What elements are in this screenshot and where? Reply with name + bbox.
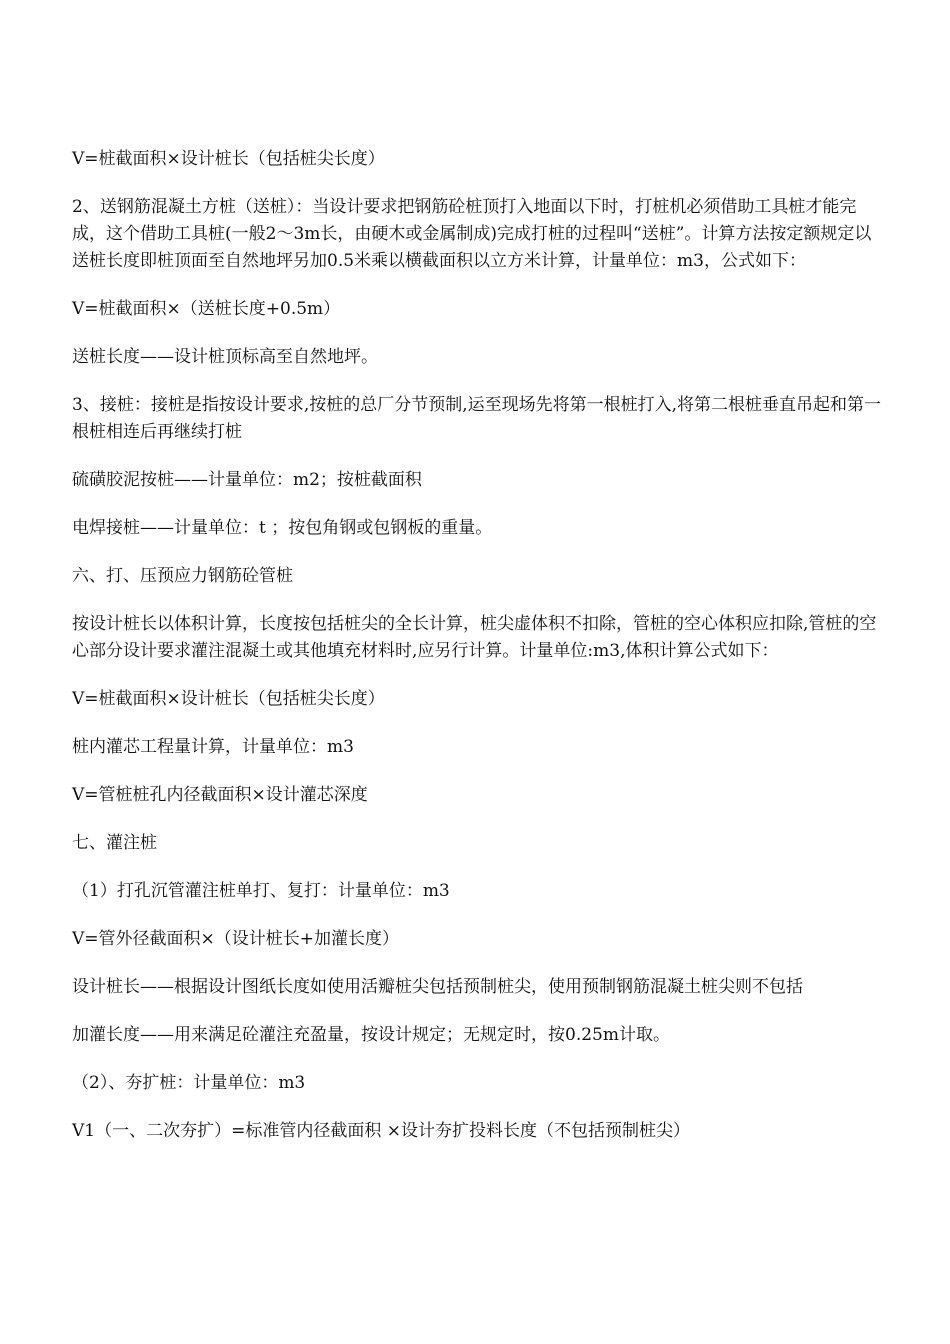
heading-cast-in-place-pile: 七、灌注桩 <box>72 833 157 853</box>
definition-design-length: 设计桩长——根据设计图纸长度如使用活瓣桩尖包括预制桩尖，使用预制钢筋混凝土桩尖则不包括 <box>72 977 803 997</box>
section-pile-joint: 3、接桩：接桩是指按设计要求,按桩的总厂分节预制,运至现场先将第一根桩打入,将第二根桩垂直吊起和第一根桩相连后再继续打桩 <box>72 395 882 442</box>
section-rammed-expanded-pile: （2）、夯扩桩：计量单位：m3 <box>72 1073 306 1093</box>
core-filling-unit: 桩内灌芯工程量计算，计量单位：m3 <box>72 737 354 757</box>
formula-rammed-expanded-volume: V1（一、二次夯扩）=标准管内径截面积 ×设计夯扩投料长度（不包括预制桩尖） <box>72 1121 690 1141</box>
joint-welding: 电焊接桩——计量单位：t ；按包角钢或包钢板的重量。 <box>72 518 493 538</box>
pipe-pile-volume-rule: 按设计桩长以体积计算，长度按包括桩尖的全长计算，桩尖虚体积不扣除，管桩的空心体积应扣除,管桩的空心部分设计要求灌注混凝土或其他填充材料时,应另行计算。计量单位:m3,体积计算公式如下： <box>72 614 877 661</box>
definition-extension-length: 送桩长度——设计桩顶标高至自然地坪。 <box>72 347 378 367</box>
joint-sulfur-mortar: 硫磺胶泥按桩——计量单位：m2；按桩截面积 <box>72 470 422 490</box>
heading-prestressed-pipe-pile: 六、打、压预应力钢筋砼管桩 <box>72 566 293 586</box>
formula-core-filling: V=管桩桩孔内径截面积×设计灌芯深度 <box>72 785 368 805</box>
formula-pipe-pile-volume: V=桩截面积×设计桩长（包括桩尖长度） <box>72 689 385 709</box>
document-page <box>72 146 884 1166</box>
formula-volume-pile-length: V=桩截面积×设计桩长（包括桩尖长度） <box>72 149 385 169</box>
section-pile-driving-extension: 2、送钢筋混凝土方桩（送桩）：当设计要求把钢筋砼桩顶打入地面以下时，打桩机必须借助工具桩才能完成，这个借助工具桩(一般2～3m长，由硬木或金属制成)完成打桩的过程叫“送桩”。计算方法按定额规定以送桩长度即桩顶面至自然地坪另加0.5米乘以横截面积以立方米计算，计量单位：m3，公式如下： <box>72 197 872 271</box>
definition-extra-pour-length: 加灌长度——用来满足砼灌注充盈量，按设计规定；无规定时，按0.25m计取。 <box>72 1025 670 1045</box>
formula-tube-sinking-volume: V=管外径截面积×（设计桩长+加灌长度） <box>72 929 400 949</box>
formula-extension-volume: V=桩截面积×（送桩长度+0.5m） <box>72 299 341 319</box>
section-tube-sinking-pile: （1）打孔沉管灌注桩单打、复打：计量单位：m3 <box>72 881 450 901</box>
